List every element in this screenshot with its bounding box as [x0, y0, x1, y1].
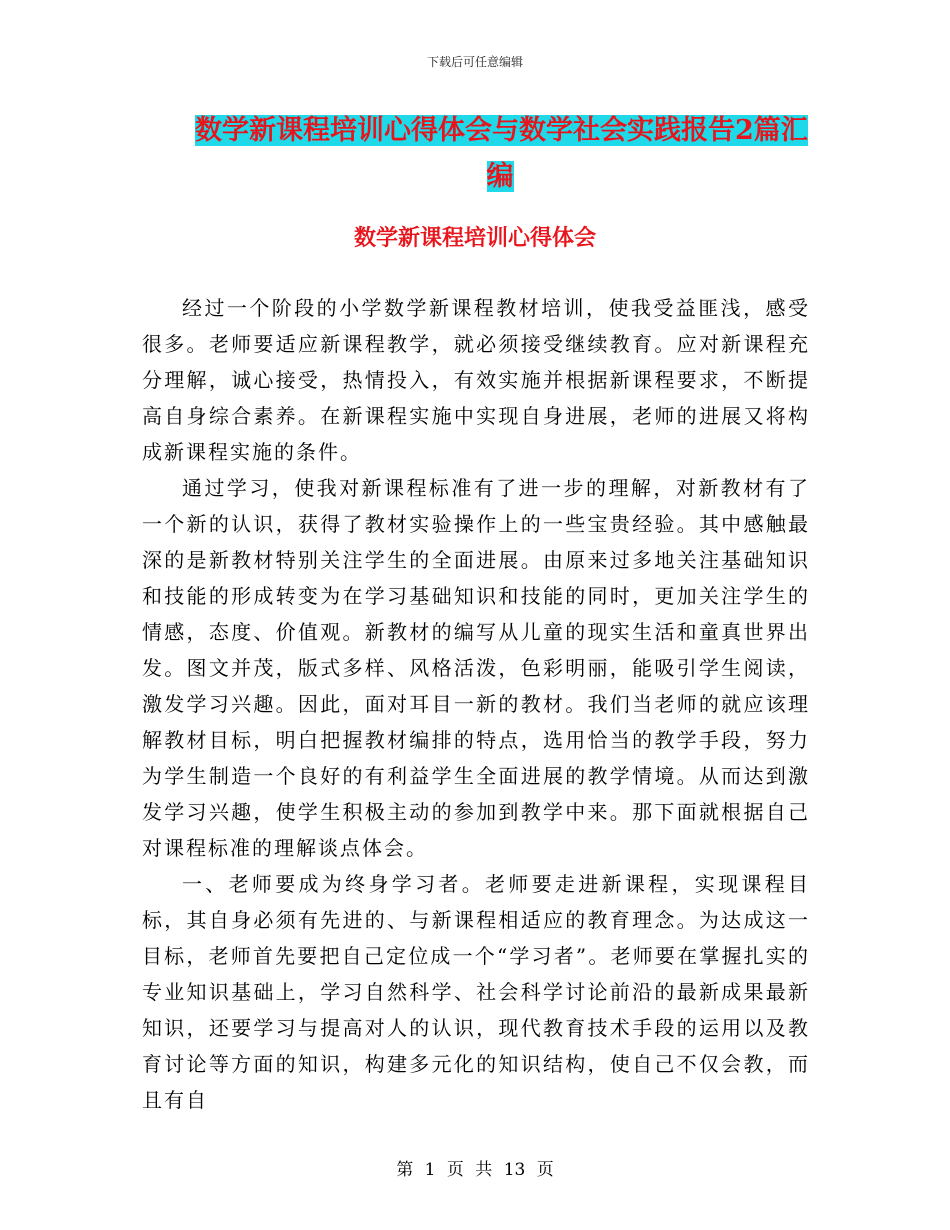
- header-note: 下载后可任意编辑: [426, 55, 523, 69]
- paragraph: 通过学习，使我对新课程标准有了进一步的理解，对新教材有了一个新的认识，获得了教材实验操作上的一些宝贵经验。其中感触最深的是新教材特别关注学生的全面进展。由原来过多地关注基础知识和技能的形成转变为在学习基础知识和技能的同时，更加关注学生的情感，态度、价值观。新教材的编写从儿童的现实生活和童真世界出发。图文并茂，版式多样、风格活泼，色彩明丽，能吸引学生阅读，激发学习兴趣。因此，面对耳目一新的教材。我们当老师的就应该理解教材目标，明白把握教材编排的特点，选用恰当的教学手段，努力为学生制造一个良好的有利益学生全面进展的教学情境。从而达到激发学习兴趣，使学生积极主动的参加到教学中来。那下面就根据自己对课程标准的理解谈点体会。: [142, 476, 810, 860]
- body-text: [142, 290, 810, 1118]
- section-title: 数学新课程培训心得体会: [353, 225, 596, 251]
- page-footer: 第 1 页 共 13 页: [396, 1160, 554, 1180]
- title-line-1: 数学新课程培训心得体会与数学社会实践报告2篇汇: [195, 115, 808, 146]
- title-line-2: 编: [486, 161, 514, 192]
- paragraph: 经过一个阶段的小学数学新课程教材培训，使我受益匪浅，感受很多。老师要适应新课程教学，就必须接受继续教育。应对新课程充分理解，诚心接受，热情投入，有效实施并根据新课程要求，不断提高自身综合素养。在新课程实施中实现自身进展，老师的进展又将构成新课程实施的条件。: [142, 296, 810, 464]
- paragraph: 一、老师要成为终身学习者。老师要走进新课程，实现课程目标，其自身必须有先进的、与新课程相适应的教育理念。为达成这一目标，老师首先要把自己定位成一个“学习者”。老师要在掌握扎实的专业知识基础上，学习自然科学、社会科学讨论前沿的最新成果最新知识，还要学习与提高对人的认识，现代教育技术手段的运用以及教育讨论等方面的知识，构建多元化的知识结构，使自己不仅会教，而且有自: [142, 872, 810, 1112]
- document-title: [195, 108, 808, 200]
